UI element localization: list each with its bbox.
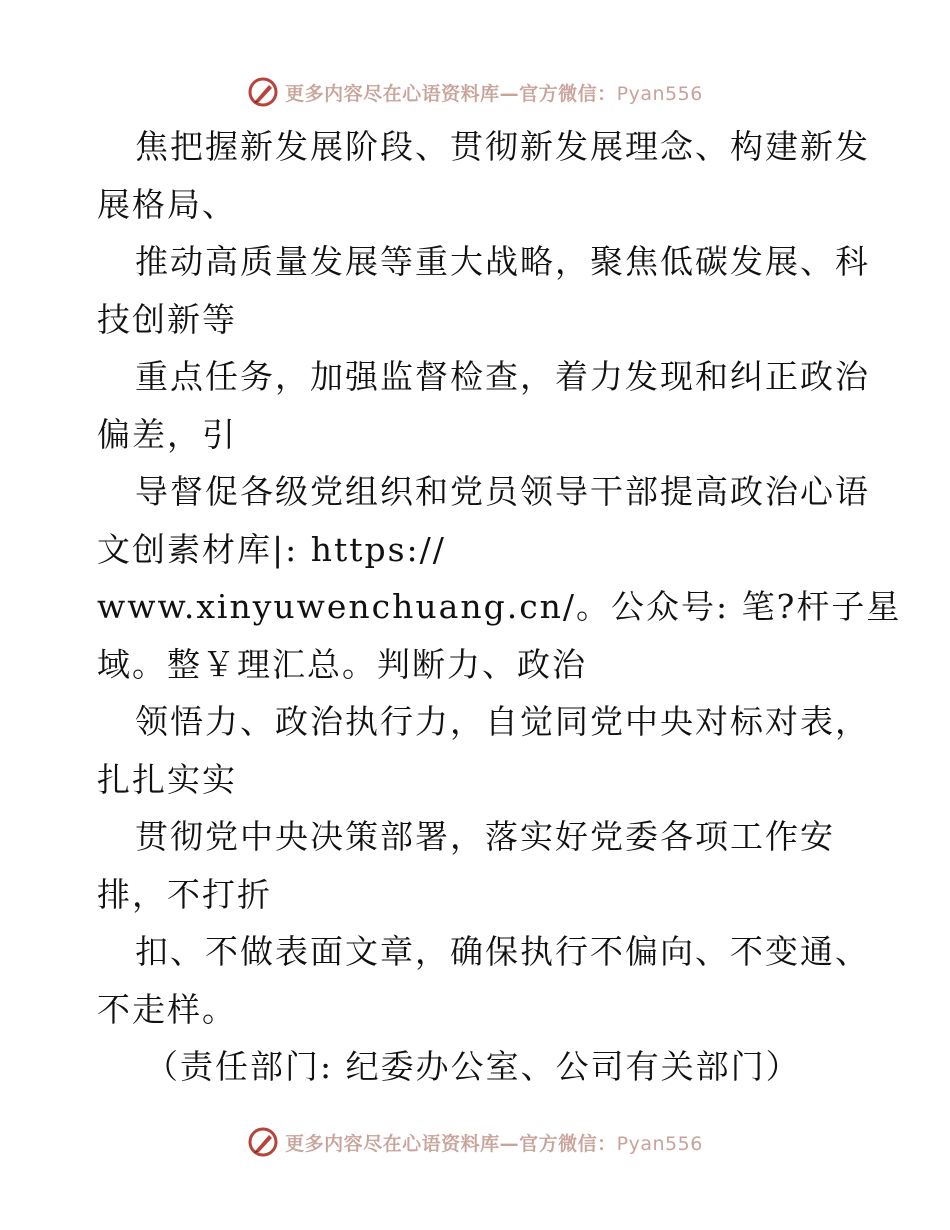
text-line: 焦把握新发展阶段、贯彻新发展理念、构建新发: [135, 127, 870, 166]
pen-logo-icon: [247, 76, 279, 108]
text-line: 贯彻党中央决策部署，落实好党委各项工作安: [135, 817, 835, 856]
header-banner-text: 更多内容尽在心语资料库—官方微信：Pyan556: [285, 82, 703, 105]
text-line: 偏差，引: [97, 414, 237, 454]
footer-banner: [0, 1122, 950, 1162]
document-body: [97, 118, 902, 1096]
text-line: （责任部门: 纪委办公室、公司有关部门）: [145, 1047, 801, 1086]
header-banner: [0, 72, 950, 112]
text-line: 重点任务，加强监督检查，着力发现和纠正政治: [135, 357, 870, 396]
text-line: 扎扎实实: [97, 759, 237, 799]
text-line: 展格局、: [97, 184, 237, 224]
text-line: 域。整￥理汇总。判断力、政治: [97, 644, 587, 684]
footer-banner-text: 更多内容尽在心语资料库—官方微信：Pyan556: [285, 1132, 703, 1155]
text-line: 扣、不做表面文章，确保执行不偏向、不变通、: [135, 932, 870, 971]
header-wechat-id: Pyan556: [616, 82, 703, 105]
text-line: 推动高质量发展等重大战略，聚焦低碳发展、科: [135, 242, 870, 281]
text-line: 排，不打折: [97, 874, 272, 914]
text-line: 技创新等: [97, 299, 237, 339]
footer-wechat-id: Pyan556: [616, 1132, 703, 1155]
text-line: 领悟力、政治执行力，自觉同党中央对标对表，: [135, 702, 870, 741]
pen-logo-icon: [247, 1126, 279, 1158]
text-line: 不走样。: [97, 989, 237, 1029]
text-line: 导督促各级党组织和党员领导干部提高政治心语: [135, 472, 870, 511]
text-line: 文创素材库|: https://: [97, 529, 446, 569]
text-line: www.xinyuwenchuang.cn/。公众号: 笔?杆子星: [97, 587, 902, 626]
